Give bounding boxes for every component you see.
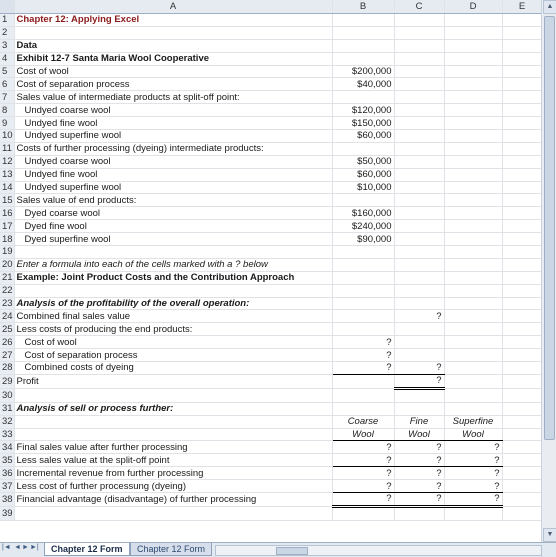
cell-d[interactable]: ?	[444, 454, 502, 467]
sheet-row	[0, 310, 542, 323]
row-header[interactable]: 24	[2, 310, 13, 322]
cell-d[interactable]	[444, 362, 502, 375]
sheet-row	[0, 480, 542, 493]
row-header[interactable]: 19	[2, 246, 13, 258]
cell-b[interactable]: ?	[332, 467, 394, 480]
cell-a[interactable]: Dyed fine wool	[14, 220, 332, 233]
scroll-thumb[interactable]	[544, 16, 555, 440]
cell-e[interactable]	[502, 194, 542, 207]
cell-a[interactable]: Combined final sales value	[14, 310, 332, 323]
sheet-row	[0, 388, 542, 402]
row-header[interactable]: 37	[2, 480, 13, 492]
cell-b[interactable]	[332, 194, 394, 207]
cell-d[interactable]	[444, 155, 502, 168]
cell-a[interactable]	[14, 428, 332, 441]
cell-c[interactable]: ?	[394, 362, 444, 375]
cell-d[interactable]	[444, 39, 502, 52]
sheet-row	[0, 194, 542, 207]
cell-e[interactable]	[502, 14, 542, 27]
cell-c[interactable]: ?	[394, 480, 444, 493]
cell-a[interactable]: Exhibit 12-7 Santa Maria Wool Cooperative	[14, 52, 332, 65]
row-header[interactable]: 38	[2, 493, 13, 505]
cell-d[interactable]	[444, 181, 502, 194]
cell-a[interactable]: Undyed coarse wool	[14, 155, 332, 168]
cell-b[interactable]: ?	[332, 336, 394, 349]
cell-e[interactable]	[502, 65, 542, 78]
cell-e[interactable]	[502, 26, 542, 39]
row-header[interactable]: 13	[2, 169, 13, 181]
cell-e[interactable]	[502, 168, 542, 181]
row-header[interactable]: 32	[2, 416, 13, 428]
column-header-a[interactable]: A	[14, 0, 332, 14]
cell-e[interactable]	[502, 207, 542, 220]
cell-a[interactable]: Undyed coarse wool	[14, 104, 332, 117]
cell-d[interactable]: ?	[444, 492, 502, 506]
cell-b[interactable]	[332, 26, 394, 39]
cell-c[interactable]: ?	[394, 454, 444, 467]
prev-sheet-arrow-icon[interactable]: ◄	[14, 544, 21, 551]
cell-b[interactable]	[332, 374, 394, 388]
cell-e[interactable]	[502, 310, 542, 323]
row-header[interactable]: 2	[0, 26, 14, 39]
sheet-row	[0, 428, 542, 441]
cell-d[interactable]: ?	[444, 467, 502, 480]
cell-e[interactable]	[502, 130, 542, 143]
cell-a[interactable]: Analysis of the profitability of the overall operation:	[14, 297, 332, 310]
cell-b[interactable]	[332, 52, 394, 65]
cell-d[interactable]	[444, 78, 502, 91]
cell-d[interactable]	[444, 52, 502, 65]
cell-c[interactable]	[394, 284, 444, 297]
cell-e[interactable]	[502, 271, 542, 284]
row-header[interactable]: 31	[2, 403, 13, 415]
row-header[interactable]: 4	[0, 52, 14, 65]
cell-a[interactable]: Less costs of producing the end products:	[14, 323, 332, 336]
row-header[interactable]: 10	[2, 130, 13, 142]
cell-e[interactable]	[502, 467, 542, 480]
cell-b[interactable]: $160,000	[332, 207, 394, 220]
row-header[interactable]: 18	[2, 233, 13, 245]
cell-c[interactable]: ?	[394, 492, 444, 506]
sheet-row	[0, 246, 542, 259]
row-header[interactable]: 22	[2, 285, 13, 297]
row-header[interactable]: 20	[2, 259, 13, 271]
sheet-row	[0, 78, 542, 91]
sheet-row	[0, 415, 542, 428]
cell-c[interactable]	[394, 207, 444, 220]
cell-b[interactable]: $50,000	[332, 155, 394, 168]
cell-b[interactable]: $60,000	[332, 168, 394, 181]
cell-c[interactable]	[394, 233, 444, 246]
sheet-row	[0, 233, 542, 246]
cell-c[interactable]	[394, 168, 444, 181]
cell-e[interactable]	[502, 78, 542, 91]
scroll-down-arrow-icon[interactable]: ▼	[543, 528, 556, 542]
sheet-row	[0, 323, 542, 336]
cell-e[interactable]	[502, 246, 542, 259]
cell-d[interactable]	[444, 374, 502, 388]
row-header[interactable]: 7	[0, 91, 14, 104]
cell-c[interactable]	[394, 220, 444, 233]
row-header[interactable]: 16	[2, 207, 13, 219]
cell-a[interactable]: Undyed superfine wool	[14, 130, 332, 143]
cell-e[interactable]	[502, 388, 542, 402]
cell-a[interactable]: Cost of separation process	[14, 349, 332, 362]
cell-d[interactable]	[444, 506, 502, 520]
cell-a[interactable]: Dyed superfine wool	[14, 233, 332, 246]
cell-d[interactable]	[444, 104, 502, 117]
cell-e[interactable]	[502, 454, 542, 467]
sheet-row	[0, 207, 542, 220]
cell-a[interactable]: Costs of further processing (dyeing) intermediate products:	[14, 142, 332, 155]
sheet-row	[0, 104, 542, 117]
cell-a[interactable]: Enter a formula into each of the cells marked with a ? below	[14, 258, 332, 271]
cell-b[interactable]	[332, 284, 394, 297]
cell-d[interactable]	[444, 284, 502, 297]
cell-c[interactable]	[394, 26, 444, 39]
sheet-row	[0, 374, 542, 388]
sheet-row	[0, 14, 542, 27]
cell-a[interactable]: Less sales value at the split-off point	[14, 454, 332, 467]
sheet-row	[0, 467, 542, 480]
cell-d[interactable]	[444, 220, 502, 233]
cell-d[interactable]	[444, 65, 502, 78]
cell-d[interactable]	[444, 310, 502, 323]
cell-e[interactable]	[502, 142, 542, 155]
row-header[interactable]: 8	[0, 104, 14, 117]
row-header[interactable]: 5	[0, 65, 14, 78]
column-header-row	[0, 0, 542, 14]
cell-c[interactable]	[394, 78, 444, 91]
row-header[interactable]: 1	[0, 14, 14, 27]
cell-e[interactable]	[502, 104, 542, 117]
cell-b[interactable]	[332, 388, 394, 402]
cell-c[interactable]	[394, 194, 444, 207]
cell-b[interactable]	[332, 91, 394, 104]
cell-e[interactable]	[502, 415, 542, 428]
last-sheet-arrow-icon[interactable]: ►|	[30, 544, 39, 551]
row-header[interactable]: 12	[2, 156, 13, 168]
cell-d[interactable]	[444, 388, 502, 402]
cell-b[interactable]	[332, 39, 394, 52]
cell-c[interactable]	[394, 388, 444, 402]
cell-d[interactable]	[444, 26, 502, 39]
cell-b[interactable]	[332, 323, 394, 336]
cell-a[interactable]: Undyed fine wool	[14, 117, 332, 130]
column-header-e[interactable]: E	[502, 0, 542, 14]
cell-c[interactable]: Fine	[394, 415, 444, 428]
cell-e[interactable]	[502, 117, 542, 130]
cell-c[interactable]	[394, 506, 444, 520]
cell-c[interactable]: ?	[394, 310, 444, 323]
cell-a[interactable]: Cost of wool	[14, 65, 332, 78]
row-header[interactable]: 36	[2, 467, 13, 479]
row-header[interactable]: 11	[0, 142, 14, 155]
vertical-scrollbar[interactable]	[541, 0, 556, 542]
cell-e[interactable]	[502, 284, 542, 297]
first-sheet-arrow-icon[interactable]: |◄	[2, 544, 11, 551]
sheet-row	[0, 52, 542, 65]
cell-b[interactable]: ?	[332, 492, 394, 506]
cell-b[interactable]: $120,000	[332, 104, 394, 117]
sheet-row	[0, 91, 542, 104]
cell-a[interactable]: Sales value of intermediate products at split-off point:	[14, 91, 332, 104]
cell-b[interactable]	[332, 297, 394, 310]
row-header[interactable]: 28	[2, 362, 13, 374]
cell-e[interactable]	[502, 52, 542, 65]
row-header[interactable]: 3	[0, 39, 14, 52]
sheet-row	[0, 142, 542, 155]
cell-e[interactable]	[502, 374, 542, 388]
sheet-row	[0, 362, 542, 375]
cell-c[interactable]	[394, 52, 444, 65]
cell-e[interactable]	[502, 492, 542, 506]
cell-a[interactable]: Cost of wool	[14, 336, 332, 349]
cell-a[interactable]: Sales value of end products:	[14, 194, 332, 207]
cell-a[interactable]	[14, 284, 332, 297]
cell-e[interactable]	[502, 441, 542, 454]
cell-c[interactable]	[394, 39, 444, 52]
sheet-row	[0, 220, 542, 233]
cell-d[interactable]	[444, 142, 502, 155]
cell-c[interactable]	[394, 246, 444, 259]
cell-a[interactable]: Incremental revenue from further processing	[14, 467, 332, 480]
cell-b[interactable]: ?	[332, 441, 394, 454]
cell-b[interactable]: Wool	[332, 428, 394, 441]
cell-c[interactable]	[394, 181, 444, 194]
cell-a[interactable]	[14, 246, 332, 259]
cell-b[interactable]: $240,000	[332, 220, 394, 233]
cell-c[interactable]	[394, 104, 444, 117]
cell-d[interactable]: Superfine	[444, 415, 502, 428]
row-header[interactable]: 6	[0, 78, 14, 91]
cell-b[interactable]	[332, 14, 394, 27]
cell-a[interactable]: Analysis of sell or process further:	[14, 402, 332, 415]
sheet-row	[0, 258, 542, 271]
sheet-row	[0, 155, 542, 168]
sheet-row	[0, 117, 542, 130]
row-header[interactable]: 35	[2, 454, 13, 466]
tab-chapter-12-form-2[interactable]: Chapter 12 Form	[130, 543, 212, 556]
sheet-row	[0, 349, 542, 362]
cell-d[interactable]: Wool	[444, 428, 502, 441]
sheet-row	[0, 168, 542, 181]
cell-c[interactable]	[394, 323, 444, 336]
cell-b[interactable]: $60,000	[332, 130, 394, 143]
cell-d[interactable]	[444, 91, 502, 104]
cell-a[interactable]	[14, 506, 332, 520]
cell-b[interactable]	[332, 506, 394, 520]
row-header[interactable]: 30	[2, 389, 13, 401]
cell-c[interactable]: ?	[394, 441, 444, 454]
cell-e[interactable]	[502, 336, 542, 349]
cell-d[interactable]	[444, 271, 502, 284]
next-sheet-arrow-icon[interactable]: ►	[22, 544, 29, 551]
cell-c[interactable]	[394, 130, 444, 143]
sheet-row	[0, 130, 542, 143]
cell-c[interactable]	[394, 336, 444, 349]
cell-d[interactable]	[444, 14, 502, 27]
cell-c[interactable]	[394, 297, 444, 310]
cell-b[interactable]: $10,000	[332, 181, 394, 194]
cell-d[interactable]: ?	[444, 441, 502, 454]
row-header[interactable]: 26	[2, 336, 13, 348]
cell-a[interactable]	[14, 415, 332, 428]
horizontal-scroll-thumb[interactable]	[276, 547, 308, 555]
cell-b[interactable]: ?	[332, 349, 394, 362]
cell-e[interactable]	[502, 258, 542, 271]
cell-a[interactable]: Less cost of further processung (dyeing)	[14, 480, 332, 493]
cell-b[interactable]: $150,000	[332, 117, 394, 130]
row-header[interactable]: 17	[2, 220, 13, 232]
row-header[interactable]: 14	[2, 182, 13, 194]
row-header[interactable]: 29	[2, 375, 13, 387]
cell-d[interactable]	[444, 297, 502, 310]
select-all-corner[interactable]	[0, 0, 14, 14]
horizontal-scrollbar[interactable]	[215, 545, 542, 556]
tab-chapter-12-form[interactable]: Chapter 12 Form	[44, 543, 130, 556]
sheet-row	[0, 39, 542, 52]
cell-e[interactable]	[502, 349, 542, 362]
cell-c[interactable]	[394, 14, 444, 27]
cell-b[interactable]: $90,000	[332, 233, 394, 246]
cell-d[interactable]	[444, 402, 502, 415]
cell-d[interactable]	[444, 258, 502, 271]
cell-a[interactable]: Combined costs of dyeing	[14, 362, 332, 375]
cell-b[interactable]: $200,000	[332, 65, 394, 78]
cell-e[interactable]	[502, 233, 542, 246]
sheet-row	[0, 492, 542, 506]
row-header[interactable]: 34	[2, 441, 13, 453]
column-header-c[interactable]: C	[394, 0, 444, 14]
row-header[interactable]: 23	[2, 298, 13, 310]
sheet-tab-bar	[0, 542, 556, 557]
cell-b[interactable]	[332, 142, 394, 155]
cell-c[interactable]	[394, 349, 444, 362]
cell-b[interactable]	[332, 258, 394, 271]
cell-a[interactable]: Final sales value after further processing	[14, 441, 332, 454]
cell-d[interactable]: ?	[444, 480, 502, 493]
cell-d[interactable]	[444, 349, 502, 362]
cell-c[interactable]	[394, 91, 444, 104]
cell-c[interactable]: ?	[394, 374, 444, 388]
row-header[interactable]: 33	[2, 428, 13, 440]
cell-a[interactable]: Financial advantage (disadvantage) of further processing	[14, 492, 332, 506]
sheet-row	[0, 65, 542, 78]
column-header-d[interactable]: D	[444, 0, 502, 14]
cell-b[interactable]	[332, 310, 394, 323]
cell-d[interactable]	[444, 323, 502, 336]
cell-a[interactable]: Dyed coarse wool	[14, 207, 332, 220]
row-header[interactable]: 25	[2, 323, 13, 335]
cell-d[interactable]	[444, 194, 502, 207]
cell-a[interactable]	[14, 388, 332, 402]
cell-e[interactable]	[502, 428, 542, 441]
cell-a[interactable]: Example: Joint Product Costs and the Contribution Approach	[14, 271, 332, 284]
cell-c[interactable]	[394, 258, 444, 271]
cell-a[interactable]: Profit	[14, 374, 332, 388]
sheet-row	[0, 336, 542, 349]
cell-c[interactable]	[394, 271, 444, 284]
cell-b[interactable]	[332, 271, 394, 284]
cell-a[interactable]: Chapter 12: Applying Excel	[14, 14, 332, 27]
cell-d[interactable]	[444, 168, 502, 181]
cell-b[interactable]: ?	[332, 362, 394, 375]
cell-b[interactable]: Coarse	[332, 415, 394, 428]
row-header[interactable]: 9	[0, 117, 14, 130]
sheet-row	[0, 284, 542, 297]
cell-e[interactable]	[502, 91, 542, 104]
cell-a[interactable]: Undyed superfine wool	[14, 181, 332, 194]
cell-c[interactable]	[394, 142, 444, 155]
cell-e[interactable]	[502, 155, 542, 168]
sheet-row	[0, 506, 542, 520]
cell-e[interactable]	[502, 39, 542, 52]
cell-e[interactable]	[502, 362, 542, 375]
cell-b[interactable]: $40,000	[332, 78, 394, 91]
sheet-row	[0, 26, 542, 39]
cell-a[interactable]: Cost of separation process	[14, 78, 332, 91]
cell-d[interactable]	[444, 207, 502, 220]
cell-c[interactable]	[394, 117, 444, 130]
cell-e[interactable]	[502, 297, 542, 310]
cell-a[interactable]: Undyed fine wool	[14, 168, 332, 181]
cell-c[interactable]	[394, 155, 444, 168]
cell-e[interactable]	[502, 480, 542, 493]
cell-b[interactable]: ?	[332, 480, 394, 493]
cell-c[interactable]	[394, 65, 444, 78]
cell-e[interactable]	[502, 506, 542, 520]
sheet-row	[0, 181, 542, 194]
cell-d[interactable]	[444, 233, 502, 246]
cell-e[interactable]	[502, 220, 542, 233]
cell-c[interactable]	[394, 402, 444, 415]
row-header[interactable]: 21	[2, 272, 13, 284]
cell-b[interactable]	[332, 402, 394, 415]
cell-c[interactable]: Wool	[394, 428, 444, 441]
cell-e[interactable]	[502, 181, 542, 194]
cell-e[interactable]	[502, 402, 542, 415]
cell-b[interactable]	[332, 246, 394, 259]
row-header[interactable]: 15	[2, 194, 13, 206]
scroll-up-arrow-icon[interactable]: ▲	[543, 0, 556, 14]
cell-d[interactable]	[444, 246, 502, 259]
column-header-b[interactable]: B	[332, 0, 394, 14]
row-header[interactable]: 39	[2, 507, 13, 519]
sheet-row	[0, 297, 542, 310]
sheet-row	[0, 441, 542, 454]
sheet-row	[0, 271, 542, 284]
sheet-row	[0, 454, 542, 467]
cell-b[interactable]: ?	[332, 454, 394, 467]
row-header[interactable]: 27	[2, 349, 13, 361]
cell-a[interactable]: Data	[14, 39, 332, 52]
cell-a[interactable]	[14, 26, 332, 39]
cell-e[interactable]	[502, 323, 542, 336]
cell-d[interactable]	[444, 130, 502, 143]
cell-c[interactable]: ?	[394, 467, 444, 480]
cell-d[interactable]	[444, 117, 502, 130]
sheet-row	[0, 402, 542, 415]
cell-d[interactable]	[444, 336, 502, 349]
